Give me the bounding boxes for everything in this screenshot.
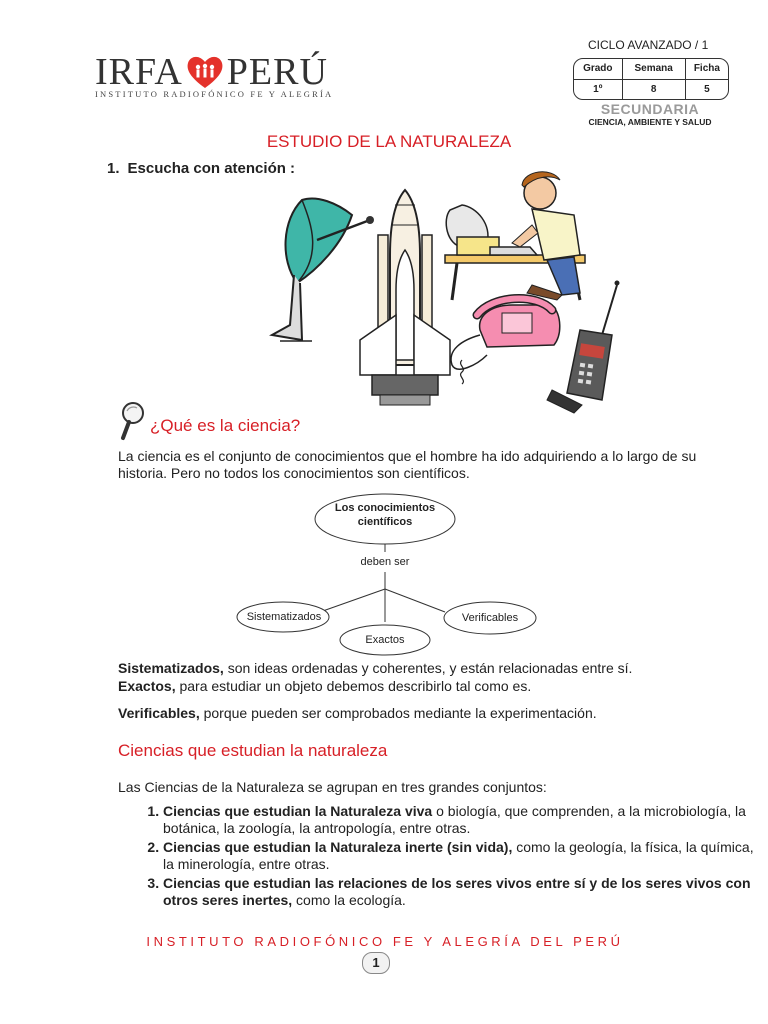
- computer-user-icon: [445, 172, 585, 300]
- definition-verificables: [118, 705, 728, 722]
- area-label: CIENCIA, AMBIENTE Y SALUD: [588, 117, 712, 127]
- table-header-grado: Grado: [574, 59, 622, 79]
- diagram-connector: deben ser: [360, 556, 410, 568]
- question-heading: ¿Qué es la ciencia?: [150, 416, 301, 435]
- list-item-text: como la ecología.: [292, 892, 406, 908]
- definition-text: son ideas ordenadas y coherentes, y están relacionadas entre sí.: [223, 660, 633, 676]
- illustration: [262, 165, 632, 415]
- logo-left-text: IRFA: [95, 51, 183, 93]
- footer: INSTITUTO RADIOFÓNICO FE Y ALEGRÍA DEL PERÚ: [146, 934, 624, 949]
- heart-logo-icon: [185, 52, 225, 92]
- table-value-grado: 1º: [574, 79, 622, 99]
- level-label: SECUNDARIA: [600, 101, 700, 117]
- list-item: [163, 839, 763, 873]
- info-table: [573, 58, 729, 100]
- list-item: [163, 875, 763, 909]
- list-item: [163, 803, 763, 837]
- section-intro: Las Ciencias de la Naturaleza se agrupan en tres grandes conjuntos:: [118, 779, 547, 795]
- diagram-left: Sistematizados: [246, 611, 322, 623]
- definition-sistematizados: [118, 660, 728, 677]
- page-number: 1: [362, 952, 390, 974]
- page-title: ESTUDIO DE LA NATURALEZA: [266, 132, 512, 151]
- magnifier-icon: [118, 400, 148, 442]
- space-shuttle-icon: [360, 190, 450, 405]
- list-item-bold: Ciencias que estudian la Naturaleza inerte (sin vida),: [163, 839, 513, 855]
- diagram-root-line1: Los conocimientos: [334, 502, 436, 514]
- instruction-number: 1.: [107, 160, 120, 177]
- diagram-right: Verificables: [461, 612, 519, 624]
- logo-subtitle: INSTITUTO RADIOFÓNICO FE Y ALEGRÍA: [95, 89, 334, 99]
- satellite-dish-icon: [272, 198, 374, 341]
- definition-text: para estudiar un objeto debemos describirlo tal como es.: [175, 678, 532, 694]
- list-item-text: o biología, que comprenden, a la microbiología, la botánica, la zoología, la antropología, entre otras.: [163, 803, 746, 836]
- list-item-bold: Ciencias que estudian la Naturaleza viva: [163, 803, 433, 819]
- table-header-semana: Semana: [622, 59, 685, 79]
- list-item-bold: Ciencias que estudian las relaciones de los seres vivos entre sí y de los seres vivos con otros seres inertes,: [163, 875, 751, 908]
- table-value-semana: 8: [622, 79, 685, 99]
- diagram-root-line2: científicos: [357, 516, 413, 528]
- definition-term: Verificables,: [118, 705, 200, 721]
- instruction-text: Escucha con atención :: [127, 160, 296, 177]
- telephone-icon: [451, 299, 560, 384]
- definition-term: Exactos,: [118, 678, 176, 694]
- definition-text: porque pueden ser comprobados mediante la experimentación.: [199, 705, 597, 721]
- intro-paragraph: La ciencia es el conjunto de conocimientos que el hombre ha ido adquiriendo a lo largo de su historia. Pero no todos los conocimientos son científicos.: [118, 448, 697, 481]
- diagram-center: Exactos: [365, 634, 405, 646]
- table-value-ficha: 5: [685, 79, 728, 99]
- table-header-ficha: Ficha: [685, 59, 728, 79]
- science-list: [118, 803, 763, 911]
- logo-right-text: PERÚ: [226, 51, 328, 93]
- ciclo-label: CICLO AVANZADO / 1: [588, 38, 709, 52]
- list-item-text: como la geología, la física, la química, la minerología, entre otras.: [163, 839, 754, 872]
- definition-term: Sistematizados,: [118, 660, 224, 676]
- section-heading: Ciencias que estudian la naturaleza: [118, 741, 388, 760]
- definition-exactos: [118, 678, 728, 695]
- logo: [95, 52, 328, 92]
- cell-phone-icon: [547, 281, 620, 414]
